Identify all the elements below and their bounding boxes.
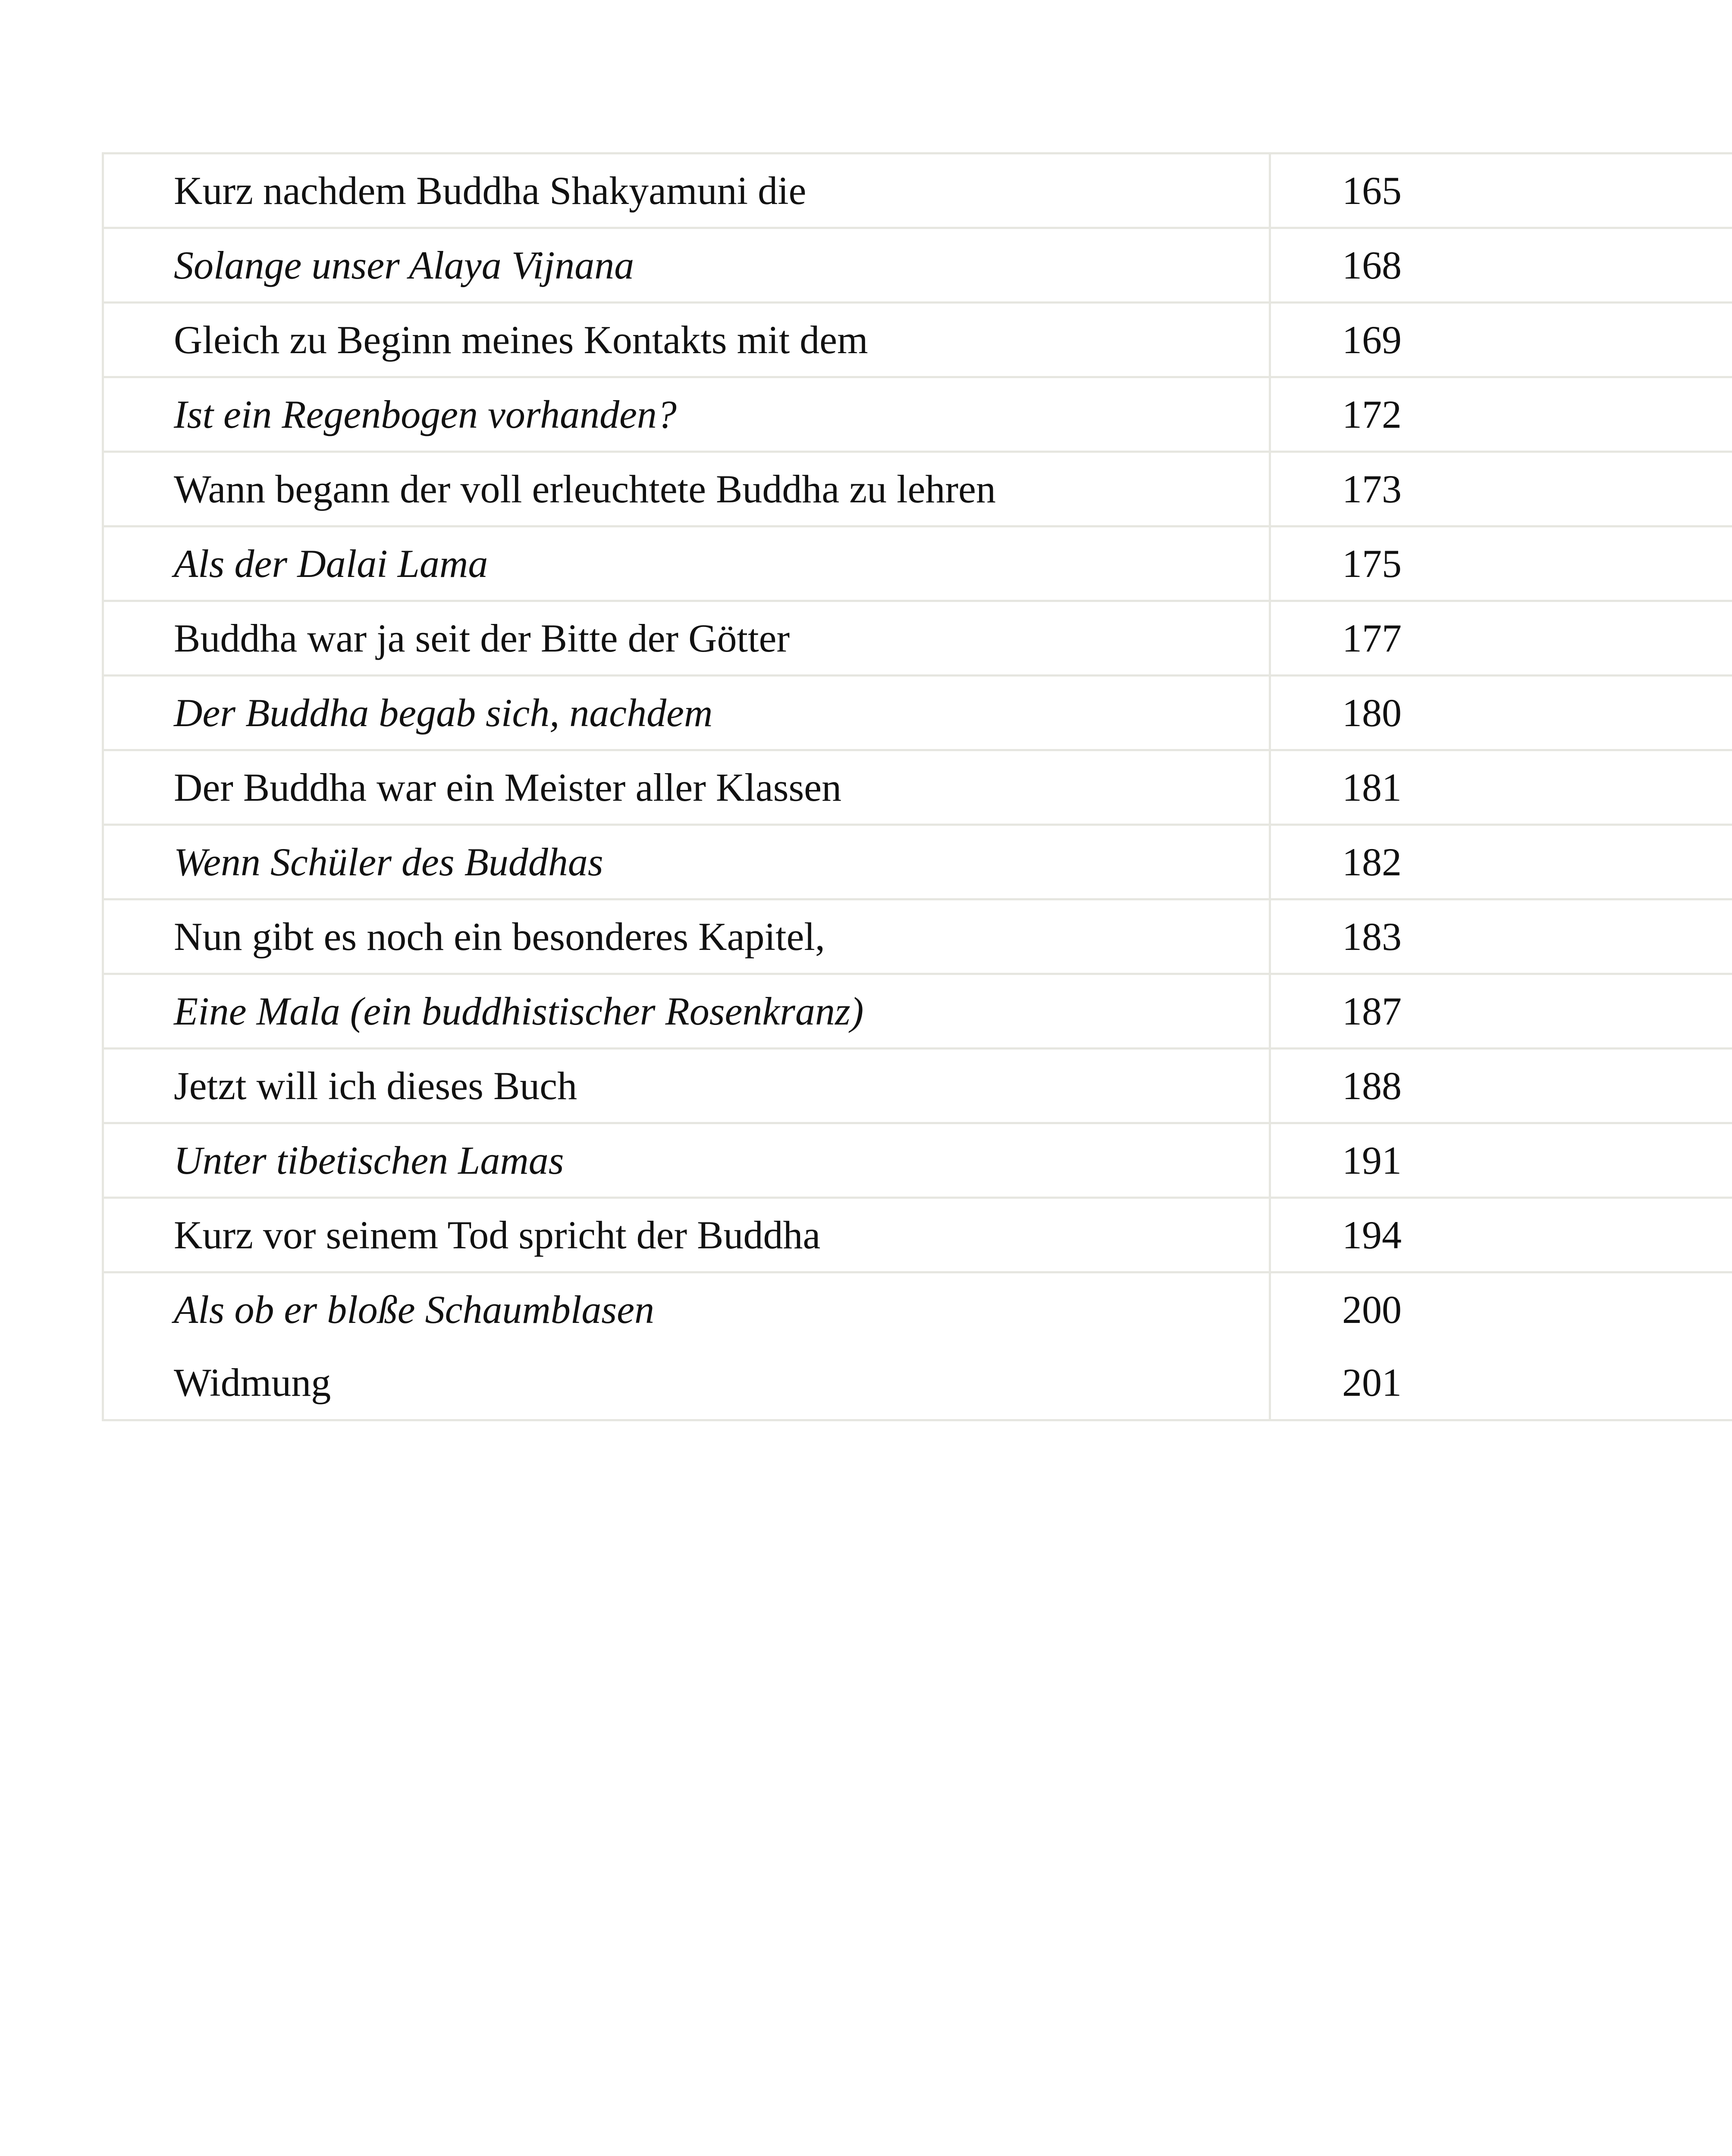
toc-entry-title: Nun gibt es noch ein besonderes Kapitel, <box>103 899 1270 974</box>
toc-row <box>103 750 1732 825</box>
toc-row <box>103 974 1732 1049</box>
toc-entry-title: Eine Mala (ein buddhistischer Rosenkranz) <box>103 974 1270 1049</box>
toc-entry-page: 180 <box>1270 676 1732 750</box>
table-of-contents <box>102 152 1732 1421</box>
toc-entry-page: 183 <box>1270 899 1732 974</box>
toc-entry-title: Der Buddha begab sich, nachdem <box>103 676 1270 750</box>
toc-entry-page: 173 <box>1270 452 1732 526</box>
toc-row <box>103 228 1732 303</box>
toc-row <box>103 1198 1732 1272</box>
toc-row <box>103 825 1732 899</box>
toc-row <box>103 526 1732 601</box>
toc-row <box>103 676 1732 750</box>
toc-entry-title: Gleich zu Beginn meines Kontakts mit dem <box>103 303 1270 377</box>
toc-entry-page: 194 <box>1270 1198 1732 1272</box>
toc-row <box>103 377 1732 452</box>
toc-entry-page: 181 <box>1270 750 1732 825</box>
toc-entry-title: Als ob er bloße Schaumblasen <box>103 1272 1270 1346</box>
toc-entry-page: 168 <box>1270 228 1732 303</box>
toc-entry-page: 191 <box>1270 1123 1732 1198</box>
toc-entry-title: Als der Dalai Lama <box>103 526 1270 601</box>
toc-entry-page: 188 <box>1270 1049 1732 1123</box>
toc-entry-title: Solange unser Alaya Vijnana <box>103 228 1270 303</box>
toc-row <box>103 1123 1732 1198</box>
toc-row <box>103 1346 1732 1420</box>
toc-row <box>103 601 1732 676</box>
toc-entry-title: Kurz nachdem Buddha Shakyamuni die <box>103 154 1270 228</box>
toc-row <box>103 899 1732 974</box>
toc-entry-page: 169 <box>1270 303 1732 377</box>
toc-row <box>103 452 1732 526</box>
toc-entry-title: Der Buddha war ein Meister aller Klassen <box>103 750 1270 825</box>
toc-row <box>103 1049 1732 1123</box>
toc-entry-page: 175 <box>1270 526 1732 601</box>
toc-entry-title: Wenn Schüler des Buddhas <box>103 825 1270 899</box>
toc-row <box>103 1272 1732 1346</box>
toc-entry-page: 177 <box>1270 601 1732 676</box>
toc-entry-title: Kurz vor seinem Tod spricht der Buddha <box>103 1198 1270 1272</box>
toc-entry-title: Unter tibetischen Lamas <box>103 1123 1270 1198</box>
toc-entry-page: 200 <box>1270 1272 1732 1346</box>
toc-entry-page: 187 <box>1270 974 1732 1049</box>
toc-row <box>103 154 1732 228</box>
toc-entry-page: 182 <box>1270 825 1732 899</box>
toc-entry-title: Widmung <box>103 1346 1270 1420</box>
toc-entry-page: 172 <box>1270 377 1732 452</box>
toc-row <box>103 303 1732 377</box>
toc-entry-page: 165 <box>1270 154 1732 228</box>
toc-entry-title: Jetzt will ich dieses Buch <box>103 1049 1270 1123</box>
toc-entry-title: Ist ein Regenbogen vorhanden? <box>103 377 1270 452</box>
toc-entry-page: 201 <box>1270 1346 1732 1420</box>
toc-entry-title: Buddha war ja seit der Bitte der Götter <box>103 601 1270 676</box>
toc-entry-title: Wann begann der voll erleuchtete Buddha zu lehren <box>103 452 1270 526</box>
